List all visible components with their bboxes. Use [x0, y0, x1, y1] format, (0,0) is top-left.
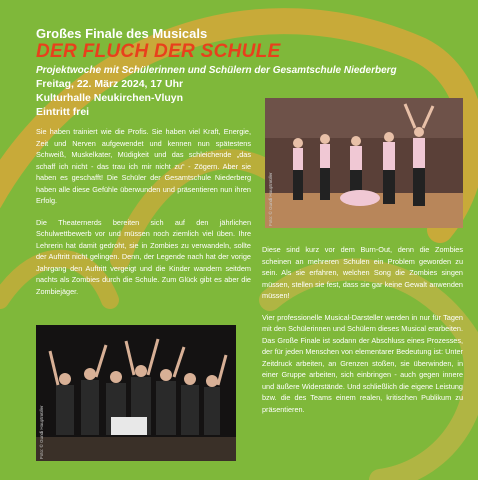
event-venue: Kulturhalle Neukirchen-Vluyn [36, 92, 184, 104]
left-text-column [36, 126, 251, 307]
photo-credit-2: Foto: © Gundi Hauptmüller [39, 405, 44, 459]
dance-rehearsal-photo [265, 98, 463, 228]
group-photo-illustration [36, 325, 236, 461]
pre-title: Großes Finale des Musicals [36, 26, 208, 41]
right-paragraph-1: Diese sind kurz vor dem Burn-Out, denn die Zombies scheinen an mehreren Schulen ein Problem geworden zu sein. Als sie erfahren, welchen Song die Zombies singen müssen, stellen sie fest, dass sie gar keine Gewalt anwenden müssen! [262, 245, 463, 300]
dance-photo-illustration [265, 98, 463, 228]
right-text-column [262, 244, 463, 425]
group-stage-photo [36, 325, 236, 461]
event-date: Freitag, 22. März 2024, 17 Uhr [36, 78, 184, 90]
admission-info: Eintritt frei [36, 106, 90, 118]
subtitle: Projektwoche mit Schülerinnen und Schülern der Gesamtschule Niederberg [36, 65, 397, 76]
page-title: DER FLUCH DER SCHULE [36, 41, 281, 62]
left-paragraph-2: Die Theaternerds bereiten sich auf den jährlichen Schulwettbewerb vor und müssen noch ziemlich viel üben. Ihre Lehrerin hat damit gedroht, sie in Zombies zu verwandeln, sollte der Auftritt nicht gelingen. Denn, der Legende nach hat der vorige Jahrgang den Auftritt vergeigt und die Kinder wandern seitdem nachts als Zombies durch die Schule. Zum Glück gibt es aber die Zombiejäger. [36, 217, 251, 296]
photo-credit-1: Foto: © Gundi Hauptmüller [268, 172, 273, 226]
right-paragraph-2: Vier professionelle Musical-Darsteller werden in nur für Tagen mit den Schülerinnen und Schülern dieses Musical erarbeiten. Das Große Finale ist sodann der Abschluss eines Prozesses, der für jeden Menschen von elementarer Bedeutung ist: Unter Zeitdruck arbeiten, an Grenzen stoßen, sie überwinden, in einer Gruppe arbeiten, sich einbringen - auch gegen innere und äußere Widerstände. Und schließlich die eigene Leistung bzw. die des Teams einem realen, kritischen Publikum zu präsentieren. [262, 312, 463, 414]
left-paragraph-1: Sie haben trainiert wie die Profis. Sie haben viel Kraft, Energie, Zeit und Nerven aufgewendet und kennen nun spätestens Schweiß, Muskelkater, Müdigkeit und das schleichende „das schaff ich nicht - das trau ich mir nicht zu“ - Zögern. Aber sie haben es geschafft! Die Schüler der Gesamtschule Niederberg haben alle diese Gefühle überwunden und präsentieren nun ihren Erfolg. [36, 127, 251, 205]
